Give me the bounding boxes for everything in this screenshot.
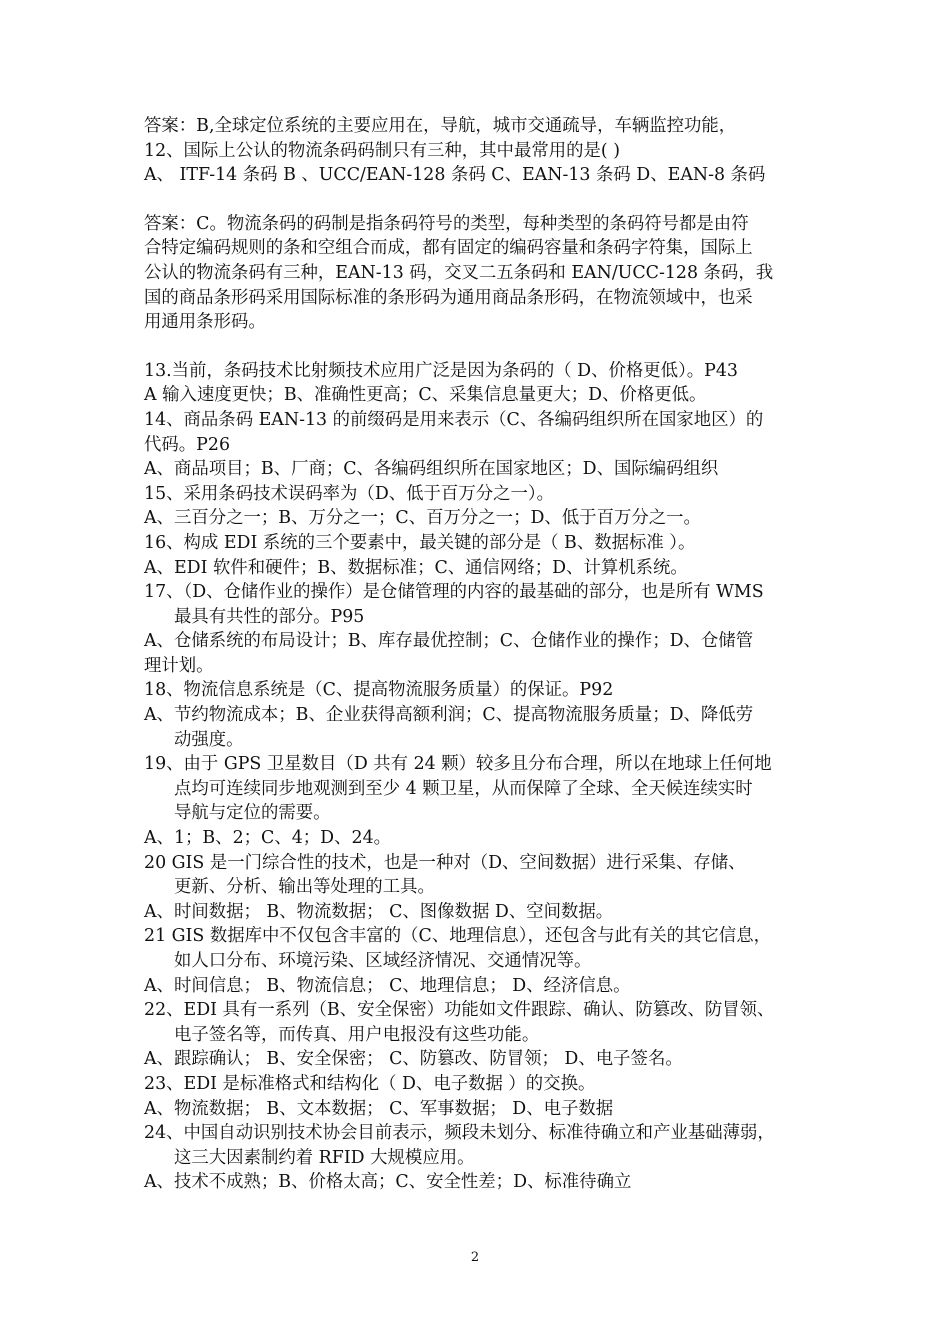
answer-12-line-1: 答案：C。物流条码的码制是指条码符号的类型，每种类型的条码符号都是由符	[144, 213, 749, 234]
answer-12-line-3: 公认的物流条码有三种，EAN-13 码，交叉二五条码和 EAN/UCC-128 条码，我	[144, 262, 774, 283]
answer-12-line-4: 国的商品条形码采用国际标准的条形码为通用商品条形码，在物流领域中，也采	[144, 287, 753, 308]
question-19-line-3: 导航与定位的需要。	[174, 803, 331, 824]
blank-line	[144, 188, 808, 212]
options-15-line: A、三百分之一；B、万分之一；C、百万分之一；D、低于百万分之一。	[144, 508, 701, 529]
options-19-line: A、1；B、2；C、4；D、24。	[144, 828, 392, 849]
question-19-line-2: 点均可连续同步地观测到至少 4 颗卫星，从而保障了全球、全天候连续实时	[174, 778, 753, 799]
question-24-line-2: 这三大因素制约着 RFID 大规模应用。	[174, 1147, 475, 1168]
options-21-line: A、时间信息； B、物流信息； C、地理信息； D、经济信息。	[144, 975, 631, 996]
question-20-line-1: 20 GIS 是一门综合性的技术，也是一种对（D、空间数据）进行采集、存储、	[144, 852, 746, 873]
question-14-line-1: 14、商品条码 EAN-13 的前缀码是用来表示（C、各编码组织所在国家地区）的	[144, 409, 764, 430]
question-22-line-1: 22、EDI 具有一系列（B、安全保密）功能如文件跟踪、确认、防篡改、防冒领、	[144, 1000, 775, 1021]
options-20-line: A、时间数据； B、物流数据； C、图像数据 D、空间数据。	[144, 901, 614, 922]
page-number: 2	[470, 1250, 480, 1265]
question-21-line-1: 21 GIS 数据库中不仅包含丰富的（C、地理信息），还包含与此有关的其它信息，	[144, 926, 771, 947]
question-17-line-1: 17、（D、仓储作业的操作）是仓储管理的内容的最基础的部分，也是所有 WMS	[144, 582, 764, 603]
options-12-line: A、 ITF-14 条码 B 、UCC/EAN-128 条码 C、EAN-13 条码 D、EAN-8 条码	[144, 165, 766, 186]
question-20-line-2: 更新、分析、输出等处理的工具。	[174, 877, 435, 898]
question-18-line: 18、物流信息系统是（C、提高物流服务质量）的保证。P92	[144, 680, 614, 701]
question-24-line-1: 24、中国自动识别技术协会目前表示，频段未划分、标准待确立和产业基础薄弱，	[144, 1123, 775, 1144]
question-14-line-2: 代码。P26	[144, 434, 231, 455]
document-body	[144, 114, 808, 1195]
answer-12-line-5: 用通用条形码。	[144, 312, 266, 333]
options-13-line: A 输入速度更快；B、准确性更高；C、采集信息量更大；D、价格更低。	[144, 385, 707, 406]
question-12-line: 12、国际上公认的物流条码码制只有三种，其中最常用的是( )	[144, 140, 620, 161]
options-18-line-2: 动强度。	[174, 729, 244, 750]
question-21-line-2: 如人口分布、环境污染、区域经济情况、交通情况等。	[174, 951, 592, 971]
answer-12-line-2: 合特定编码规则的条和空组合而成，都有固定的编码容量和条码字符集，国际上	[144, 238, 753, 259]
blank-line	[144, 335, 808, 359]
options-16-line: A、EDI 软件和硬件；B、数据标准；C、通信网络；D、计算机系统。	[144, 557, 688, 578]
question-17-line-2: 最具有共性的部分。P95	[174, 606, 365, 627]
options-22-line: A、跟踪确认； B、安全保密； C、防篡改、防冒领； D、电子签名。	[144, 1049, 683, 1070]
answer-11-line: 答案：B,全球定位系统的主要应用在，导航，城市交通疏导，车辆监控功能，	[144, 116, 737, 136]
options-24-line: A、技术不成熟；B、价格太高；C、安全性差；D、标准待确立	[144, 1172, 632, 1193]
question-16-line: 16、构成 EDI 系统的三个要素中，最关键的部分是（ B、数据标准 ）。	[144, 532, 696, 553]
options-14-line: A、商品项目；B、厂商；C、各编码组织所在国家地区；D、国际编码组织	[144, 459, 719, 480]
question-23-line: 23、EDI 是标准格式和结构化（ D、电子数据 ）的交换。	[144, 1073, 596, 1094]
question-19-line-1: 19、由于 GPS 卫星数目（D 共有 24 颗）较多且分布合理，所以在地球上任何地	[144, 754, 772, 775]
question-13-line: 13.当前，条码技术比射频技术应用广泛是因为条码的（ D、价格更低）。P43	[144, 360, 738, 381]
options-17-line-1: A、仓储系统的布局设计；B、库存最优控制；C、仓储作业的操作；D、仓储管	[144, 631, 754, 652]
options-23-line: A、物流数据； B、文本数据； C、军事数据； D、电子数据	[144, 1098, 614, 1119]
options-18-line-1: A、节约物流成本；B、企业获得高额利润；C、提高物流服务质量；D、降低劳	[144, 705, 754, 726]
options-17-line-2: 理计划。	[144, 655, 214, 676]
question-22-line-2: 电子签名等，而传真、用户电报没有这些功能。	[174, 1024, 540, 1045]
question-15-line: 15、采用条码技术误码率为（D、低于百万分之一）。	[144, 483, 554, 504]
